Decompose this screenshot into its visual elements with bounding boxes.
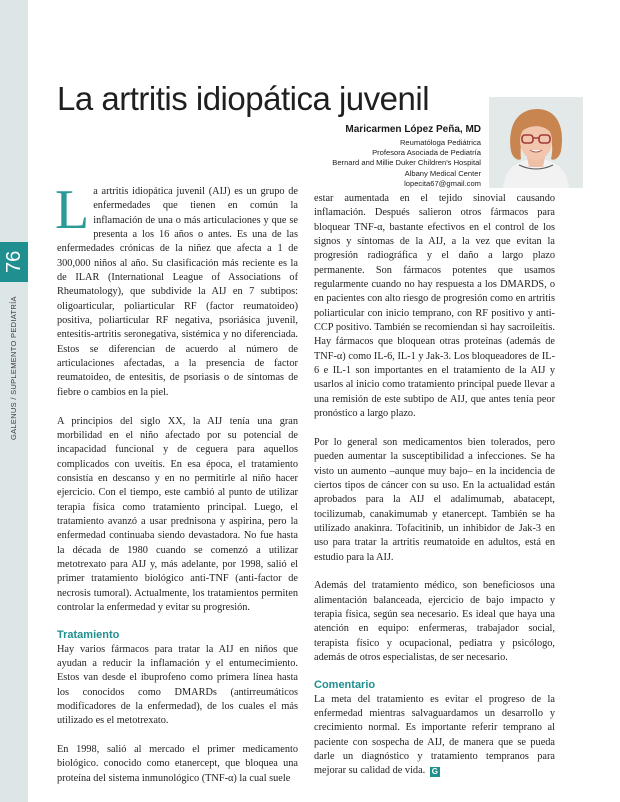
paragraph-comment-text: La meta del tratamiento es evitar el progreso de la enfermedad mientras salvaguardamos un desarrollo y crecimiento normal. Es importante referir temprano al paciente con sospecha de AIJ, de manera que se pueda darle un diagnóstico y tratamiento tempranos para mejorar su calidad de vida.	[314, 693, 555, 777]
author-hospital: Bernard and Millie Duker Children's Hospital	[332, 158, 481, 168]
sidebar	[0, 0, 28, 802]
author-title: Profesora Asociada de Pediatría	[372, 148, 481, 158]
column-left	[55, 179, 298, 800]
paragraph-treatment: Hay varios fármacos para tratar la AIJ en niños que ayudan a reducir la inflamación y el entumecimiento. Estos van desde el ibuprofeno como primera línea hasta los conocidos como DMARDs (antirreumáticos modificadores de la enfermedad), de los cuales el más utilizado es el metotrexato.	[57, 643, 298, 727]
paragraph-intro-text: a artritis idiopática juvenil (AIJ) es un grupo de enfermedades que tienen en común la inflamación de una o más articulaciones y que se presenta a los 16 años o antes. Es una de las enfermedades crónicas de la niñez que afecta a 1 de 300,000 niños al año. Su clasificación más reciente es la de ILAR (International League of Associations of Rheumatology), que subdivide la AIJ en 7 subtipos: oligoarticular, poliarticular RF (factor reumatoideo) positiva, poliarticular RF negativa, psoriásica juvenil, entesitis-artritis seronegativa, sistémica y no diferenciada. Estos se diferencian de acuerdo al número de articulaciones afectadas, a la presencia de factor reumatoideo, de entesitis, de psoriasis o de síntomas de fiebre o cambios en la piel.	[57, 186, 298, 398]
paragraph-history: A principios del siglo XX, la AIJ tenía una gran morbilidad en el niño afectado por su potencial de incapacidad funcional y de ceguera para aquellos complicados con uveítis. En esa época, el tratamiento consistía en descanso y en no permitirle al niño hacer ejercicio. Con el tiempo, este cambió al punto de utilizar terapia física como tratamiento principal. Luego, el tratamiento avanzó a usar prednisona y aspirina, pero la enfermedad continuaba siendo devastadora. No fue hasta la década de 1980 cuando se comenzó a utilizar metotrexato para AIJ y, más adelante, por 1998, salió el primer tratamiento biológico anti-TNF (anti-factor de necrosis tumoral). Actualmente, los tratamientos permiten controlar la enfermedad y evitar su progresión.	[57, 415, 298, 613]
author-photo	[489, 97, 583, 188]
heading-comentario: Comentario	[314, 678, 376, 691]
page-number: 76	[3, 250, 25, 274]
drop-cap: L	[55, 179, 90, 241]
page-number-box	[0, 242, 28, 282]
heading-tratamiento: Tratamiento	[57, 628, 120, 641]
paragraph-intro	[55, 179, 298, 400]
paragraph-biologics: En 1998, salió al mercado el primer medicamento biológico. conocido como etanercept, que bloquea una proteína del sistema inmunológico (TNF-α) la cual suele	[57, 744, 298, 784]
column-right	[314, 192, 555, 793]
author-center: Albany Medical Center	[404, 168, 481, 178]
author-email: lopecita67@gmail.com	[404, 178, 481, 188]
paragraph-tolerance: Por lo general son medicamentos bien tolerados, pero pueden aumentar la susceptibilidad a infecciones. Se ha visto un aumento –aunque muy bajo– en la incidencia de ciertos tipos de cáncer con su uso. En la actualidad están aprobados para la AIJ el adalimumab, abatacept, tocilizumab, canakimumab y etanercept. También se ha utilizado anakinra. Tofacitinib, un inhibidor de Jak-3 en uso para tratar la artritis reumatoide en adultos, está en estudio para la AIJ.	[314, 436, 555, 563]
author-portrait	[489, 97, 583, 188]
end-mark-icon: G	[431, 767, 438, 777]
article-title: La artritis idiopática juvenil	[57, 80, 430, 117]
author-block	[332, 124, 481, 189]
paragraph-comment	[314, 693, 555, 779]
paragraph-support: Además del tratamiento médico, son beneficiosos una alimentación balanceada, ejercicio de bajo impacto y terapia física, según sea necesario. Es ideal que haya una atención en equipo: enfermeras, trabajador social, terapista físico y ocupacional, pediatra y psicólogo, además de otros especialistas, de ser necesario.	[314, 580, 555, 663]
paragraph-tnf: estar aumentada en el tejido sinovial causando inflamación. Después salieron otros fármacos para bloquear TNF-α, bastante efectivos en el control de los signos y síntomas de la AIJ, a la vez que evitan la progresión radiográfica y el daño a largo plazo permanente. Son fármacos potentes que usamos regularmente cuando no hay respuesta a los DMARDS, o en pacientes con alto riesgo de progresión como en artritis poliarticular con inicio temprano, con RF positivo y anti-CCP positivo. También se recomiendan si hay sacroileítis. Hay fármacos que bloquean otras proteínas (además de TNF-α) como IL-6, IL-1 y Jak-3. Los bloqueadores de IL-6 e IL-1 son importantes en el tratamiento de la AIJ y usarlos al inicio como tratamiento principal puede llevar a una remisión de este subtipo de AIJ, que antes tenía peor pronóstico a largo plazo.	[314, 193, 555, 420]
publication-label: GALENUS / SUPLEMENTO PEDIATRÍA	[9, 296, 18, 440]
author-name: Maricarmen López Peña, MD	[345, 124, 481, 135]
author-role: Reumatóloga Pediátrica	[399, 138, 481, 147]
